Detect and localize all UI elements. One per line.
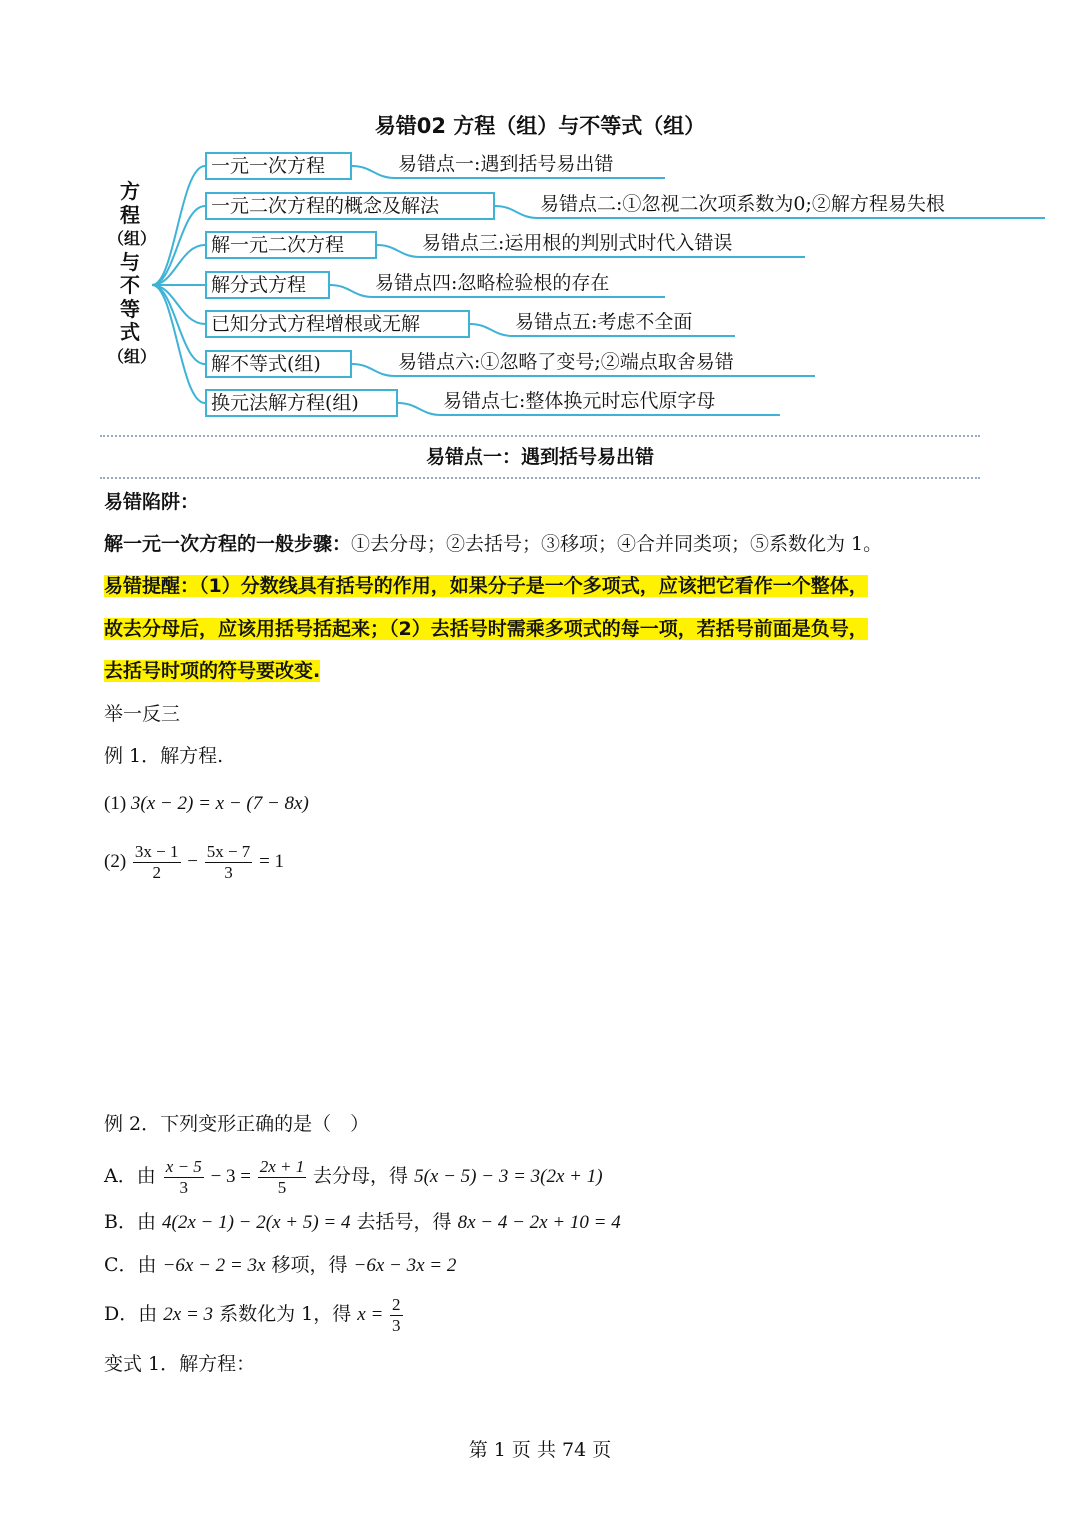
mindmap-root-char: 式: [120, 320, 140, 344]
practice-label: 举一反三: [104, 703, 181, 725]
option-a-math: [162, 1157, 313, 1198]
option-c-prefix: C．由: [104, 1254, 157, 1276]
mindmap-note-6: 易错点六:①忽略了变号;②端点取舍易错: [398, 351, 734, 373]
option-d: [104, 1290, 405, 1339]
option-a-fraction-2: [258, 1157, 307, 1198]
reminder-text: 故去分母后，应该用括号括起来；（2）去括号时需乘多项式的每一项，若括号前面是负号，: [104, 618, 868, 640]
q2-fraction-1: [133, 842, 181, 883]
variant-heading: 变式 1．解方程：: [104, 1353, 256, 1375]
mindmap-note-2: 易错点二:①忽视二次项系数为0;②解方程易失根: [540, 193, 945, 215]
page-footer: 第 1 页 共 74 页: [468, 1439, 612, 1461]
fraction-numerator: x − 5: [165, 1157, 202, 1177]
option-c: [104, 1251, 456, 1280]
mindmap-topic-5: 已知分式方程增根或无解: [205, 310, 470, 338]
fraction-denominator: 3: [224, 863, 233, 883]
mindmap-root-char: 不: [120, 273, 140, 297]
option-a-post: 去分母，得: [313, 1165, 409, 1187]
fraction-numerator: 5x − 7: [206, 842, 251, 862]
divider-bottom: [100, 477, 980, 479]
mindmap-topic-6: 解不等式(组): [205, 350, 352, 378]
option-d-post: 系数化为 1，得: [219, 1303, 352, 1325]
option-c-post: 移项，得: [271, 1254, 348, 1276]
mindmap-note-4: 易错点四:忽略检验根的存在: [375, 272, 610, 294]
option-c-result: −6x − 3x = 2: [353, 1255, 457, 1276]
option-b: [104, 1208, 621, 1237]
example1-q2: [104, 838, 284, 886]
divider-top: [100, 435, 980, 437]
example1-q1: [104, 790, 309, 818]
steps-lead: 解一元一次方程的一般步骤：: [104, 533, 352, 555]
option-b-result: 8x − 4 − 2x + 10 = 4: [457, 1212, 621, 1233]
mindmap-topic-3: 解一元二次方程: [205, 231, 377, 259]
mindmap-root-char: （组）: [108, 229, 157, 248]
fraction-denominator: 5: [277, 1178, 287, 1198]
mindmap-note-1: 易错点一:遇到括号易出错: [398, 153, 614, 175]
mindmap-topic-7: 换元法解方程(组): [205, 389, 398, 417]
option-c-expression: −6x − 2 = 3x: [162, 1255, 266, 1276]
mindmap-topic-4: 解分式方程: [205, 271, 330, 299]
fraction-numerator: 3x − 1: [134, 842, 179, 862]
fraction-denominator: 3: [392, 1316, 401, 1336]
mindmap-root-char: （组）: [108, 346, 157, 366]
mindmap-root-char: 程: [120, 202, 140, 227]
fraction-numerator: 2x + 1: [259, 1157, 305, 1177]
option-b-expression: 4(2x − 1) − 2(x + 5) = 4: [162, 1212, 351, 1233]
option-a-result: 5(x − 5) − 3 = 3(2x + 1): [414, 1166, 603, 1187]
reminder-text: 去括号时项的符号要改变.: [104, 660, 321, 682]
mindmap-root-char: 等: [120, 296, 140, 321]
steps-line: [104, 530, 882, 558]
q2-number: (2): [104, 851, 127, 872]
mindmap-note-7: 易错点七:整体换元时忘代原字母: [443, 390, 716, 412]
option-d-prefix: D．由: [104, 1303, 158, 1325]
reminder-line-3: [104, 657, 320, 685]
q1-expression: 3(x − 2) = x − (7 − 8x): [130, 793, 309, 814]
option-d-expression: 2x = 3: [163, 1304, 214, 1325]
option-d-result-lhs: x =: [357, 1304, 384, 1325]
reminder-line-2: [104, 615, 868, 643]
option-a-prefix: A．由: [104, 1165, 156, 1187]
example1-heading: 例 1．解方程.: [104, 745, 224, 767]
q2-minus: −: [187, 851, 198, 872]
option-d-fraction: [390, 1295, 403, 1336]
mindmap-note-3: 易错点三:运用根的判别式时代入错误: [422, 232, 733, 254]
option-d-result: [357, 1295, 404, 1336]
steps-text: ①去分母；②去括号；③移项；④合并同类项；⑤系数化为 1。: [351, 533, 883, 555]
mindmap-root-char: 方: [120, 179, 140, 203]
fraction-denominator: 3: [179, 1178, 189, 1198]
option-a-fraction-1: [164, 1157, 204, 1198]
q2-fraction-2: [205, 842, 253, 883]
page-title: 易错02 方程（组）与不等式（组）: [374, 114, 706, 138]
fraction-numerator: 2: [392, 1295, 401, 1315]
reminder-line-1: [104, 572, 868, 600]
option-a-mid: − 3 =: [210, 1166, 251, 1187]
q1-number: (1): [104, 793, 127, 814]
trap-label: 易错陷阱：: [104, 491, 200, 513]
mindmap-note-5: 易错点五:考虑不全面: [515, 311, 693, 333]
option-b-post: 去括号，得: [356, 1211, 452, 1233]
mindmap-root-char: 与: [120, 249, 140, 274]
option-a: [104, 1152, 603, 1201]
mindmap-topic-1: 一元一次方程: [205, 152, 352, 180]
reminder-text: 易错提醒：（1）分数线具有括号的作用，如果分子是一个多项式，应该把它看作一个整体，: [104, 575, 868, 597]
mindmap-topic-2: 一元二次方程的概念及解法: [205, 192, 495, 220]
section-title: 易错点一：遇到括号易出错: [425, 446, 654, 468]
option-b-prefix: B．由: [104, 1211, 156, 1233]
example2-heading: 例 2．下列变形正确的是（ ）: [104, 1113, 370, 1135]
fraction-denominator: 2: [152, 863, 161, 883]
q2-rhs: = 1: [259, 851, 285, 872]
